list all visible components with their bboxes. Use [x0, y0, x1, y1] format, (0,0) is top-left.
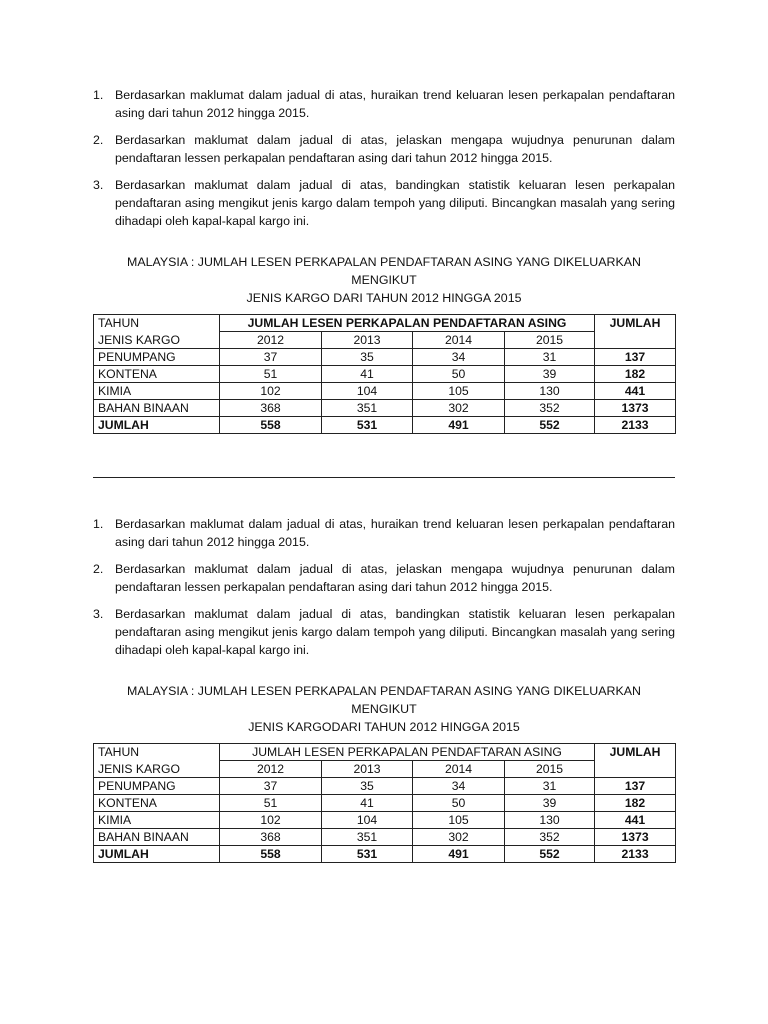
cell: 531 — [322, 846, 413, 863]
cell: 558 — [220, 846, 322, 863]
header-year: 2012 — [220, 761, 322, 778]
row-total: 137 — [595, 349, 676, 366]
cell: 39 — [505, 795, 595, 812]
license-table — [93, 314, 676, 434]
table-row — [94, 795, 676, 812]
caption-line-1: MALAYSIA : JUMLAH LESEN PERKAPALAN PENDAFTARAN ASING YANG DIKELUARKAN MENGIKUT — [127, 684, 641, 716]
table-row — [94, 778, 676, 795]
cell: 105 — [413, 383, 505, 400]
row-total: 2133 — [595, 846, 676, 863]
header-year: 2014 — [413, 761, 505, 778]
cell: 102 — [220, 383, 322, 400]
question-item — [93, 560, 675, 596]
cell: 51 — [220, 795, 322, 812]
question-text: Berdasarkan maklumat dalam jadual di atas, bandingkan statistik keluaran lesen perkapalan pendaftaran asing mengikut jenis kargo dalam tempoh yang diliputi. Bincangkan masalah yang sering dihadapi oleh kapal-kapal kargo ini. — [115, 178, 675, 228]
question-number: 1. — [93, 517, 104, 531]
cell: 102 — [220, 812, 322, 829]
cell: 302 — [413, 829, 505, 846]
question-text: Berdasarkan maklumat dalam jadual di atas, bandingkan statistik keluaran lesen perkapalan pendaftaran asing mengikut jenis kargo dalam tempoh yang diliputi. Bincangkan masalah yang sering dihadapi oleh kapal-kapal kargo ini. — [115, 607, 675, 657]
row-total: 1373 — [595, 829, 676, 846]
question-item — [93, 605, 675, 659]
question-number: 2. — [93, 562, 104, 576]
cell: 39 — [505, 366, 595, 383]
row-label: JUMLAH — [94, 846, 220, 863]
row-label: KIMIA — [94, 812, 220, 829]
table-row — [94, 366, 676, 383]
cell: 37 — [220, 349, 322, 366]
cell: 491 — [413, 846, 505, 863]
table-row — [94, 383, 676, 400]
cell: 50 — [413, 795, 505, 812]
table-row — [94, 349, 676, 366]
header-jenis-kargo: JENIS KARGO — [94, 332, 220, 349]
row-total: 137 — [595, 778, 676, 795]
table-row — [94, 812, 676, 829]
cell: 552 — [505, 417, 595, 434]
cell: 130 — [505, 383, 595, 400]
cell: 35 — [322, 349, 413, 366]
cell: 351 — [322, 400, 413, 417]
cell: 130 — [505, 812, 595, 829]
question-list — [93, 86, 675, 230]
question-item — [93, 176, 675, 230]
cell: 491 — [413, 417, 505, 434]
cell: 31 — [505, 778, 595, 795]
caption-line-2: JENIS KARGODARI TAHUN 2012 HINGGA 2015 — [248, 720, 520, 734]
question-list — [93, 515, 675, 659]
cell: 368 — [220, 829, 322, 846]
row-label: KONTENA — [94, 366, 220, 383]
cell: 51 — [220, 366, 322, 383]
license-table — [93, 743, 676, 863]
header-tahun: TAHUN — [94, 315, 220, 332]
table-total-row — [94, 846, 676, 863]
table-row — [94, 829, 676, 846]
header-year: 2013 — [322, 332, 413, 349]
row-total: 441 — [595, 812, 676, 829]
cell: 41 — [322, 366, 413, 383]
row-label: BAHAN BINAAN — [94, 829, 220, 846]
row-label: BAHAN BINAAN — [94, 400, 220, 417]
header-year: 2015 — [505, 761, 595, 778]
header-year: 2013 — [322, 761, 413, 778]
header-year: 2012 — [220, 332, 322, 349]
question-item — [93, 131, 675, 167]
question-text: Berdasarkan maklumat dalam jadual di atas, jelaskan mengapa wujudnya penurunan dalam pendaftaran lessen perkapalan pendaftaran asing dari tahun 2012 hingga 2015. — [115, 562, 675, 594]
row-total: 1373 — [595, 400, 676, 417]
cell: 31 — [505, 349, 595, 366]
header-year: 2014 — [413, 332, 505, 349]
question-text: Berdasarkan maklumat dalam jadual di atas, jelaskan mengapa wujudnya penurunan dalam pendaftaran lessen perkapalan pendaftaran asing dari tahun 2012 hingga 2015. — [115, 133, 675, 165]
cell: 552 — [505, 846, 595, 863]
section-2 — [93, 515, 675, 863]
cell: 531 — [322, 417, 413, 434]
cell: 50 — [413, 366, 505, 383]
cell: 105 — [413, 812, 505, 829]
table-caption — [93, 253, 675, 307]
cell: 37 — [220, 778, 322, 795]
row-label: KONTENA — [94, 795, 220, 812]
header-year: 2015 — [505, 332, 595, 349]
cell: 558 — [220, 417, 322, 434]
row-label: PENUMPANG — [94, 349, 220, 366]
header-group: JUMLAH LESEN PERKAPALAN PENDAFTARAN ASING — [220, 315, 595, 332]
cell: 368 — [220, 400, 322, 417]
table-row — [94, 400, 676, 417]
row-total: 182 — [595, 366, 676, 383]
caption-line-1: MALAYSIA : JUMLAH LESEN PERKAPALAN PENDAFTARAN ASING YANG DIKELUARKAN MENGIKUT — [127, 255, 641, 287]
row-label: PENUMPANG — [94, 778, 220, 795]
header-jenis-kargo: JENIS KARGO — [94, 761, 220, 778]
question-number: 3. — [93, 178, 104, 192]
cell: 302 — [413, 400, 505, 417]
header-tahun: TAHUN — [94, 744, 220, 761]
cell: 41 — [322, 795, 413, 812]
question-text: Berdasarkan maklumat dalam jadual di atas, huraikan trend keluaran lesen perkapalan pendaftaran asing dari tahun 2012 hingga 2015. — [115, 88, 675, 120]
cell: 352 — [505, 400, 595, 417]
cell: 34 — [413, 349, 505, 366]
header-group: JUMLAH LESEN PERKAPALAN PENDAFTARAN ASING — [220, 744, 595, 761]
question-item — [93, 86, 675, 122]
cell: 104 — [322, 383, 413, 400]
question-item — [93, 515, 675, 551]
row-label: KIMIA — [94, 383, 220, 400]
header-jumlah: JUMLAH — [595, 744, 676, 778]
section-divider — [93, 477, 675, 478]
header-jumlah: JUMLAH — [595, 315, 676, 349]
table-total-row — [94, 417, 676, 434]
cell: 104 — [322, 812, 413, 829]
question-text: Berdasarkan maklumat dalam jadual di atas, huraikan trend keluaran lesen perkapalan pendaftaran asing dari tahun 2012 hingga 2015. — [115, 517, 675, 549]
question-number: 3. — [93, 607, 104, 621]
question-number: 1. — [93, 88, 104, 102]
cell: 35 — [322, 778, 413, 795]
cell: 352 — [505, 829, 595, 846]
question-number: 2. — [93, 133, 104, 147]
row-total: 2133 — [595, 417, 676, 434]
section-1 — [93, 86, 675, 434]
cell: 351 — [322, 829, 413, 846]
caption-line-2: JENIS KARGO DARI TAHUN 2012 HINGGA 2015 — [246, 291, 522, 305]
row-total: 182 — [595, 795, 676, 812]
row-label: JUMLAH — [94, 417, 220, 434]
row-total: 441 — [595, 383, 676, 400]
table-caption — [93, 682, 675, 736]
cell: 34 — [413, 778, 505, 795]
